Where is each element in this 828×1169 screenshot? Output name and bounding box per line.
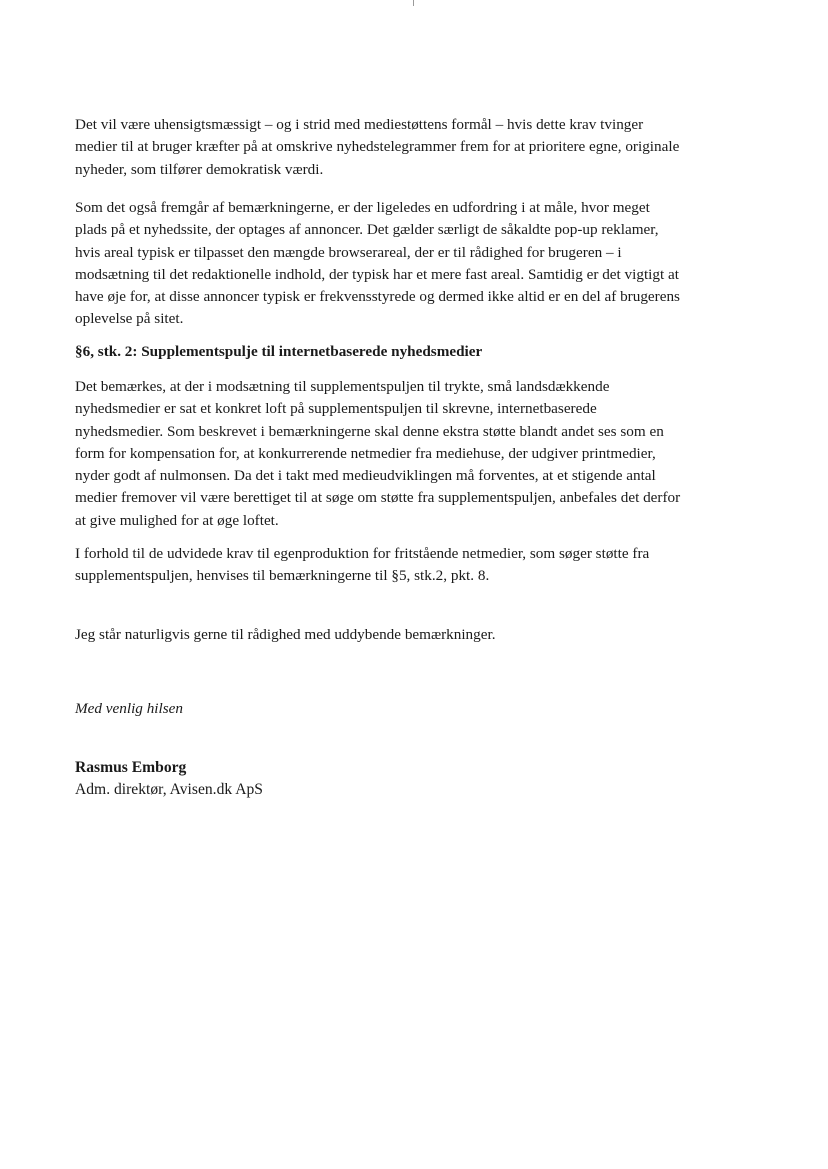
paragraph-annonce-areal (75, 197, 743, 331)
text-line: Det vil være uhensigtsmæssigt – og i strid med mediestøttens formål – hvis dette krav tvinger (75, 116, 644, 133)
signature-block (75, 757, 743, 802)
text-line: modsætning til det redaktionelle indhold, der typisk har et mere fast areal. Samtidig er det vigtigt at (75, 265, 679, 283)
text-line: supplementspuljen, henvises til bemærkningerne til §5, stk.2, pkt. 8. (75, 567, 490, 585)
text-line: I forhold til de udvidede krav til egenproduktion for fritstående netmedier, som søger støtte fra (75, 545, 650, 562)
text-line: Som det også fremgår af bemærkningerne, er der ligeledes en udfordring i at måle, hvor meget (75, 199, 650, 216)
signer-title: Adm. direktør, Avisen.dk ApS (75, 781, 263, 799)
text-line: at give mulighed for at øge loftet. (75, 511, 279, 529)
text-line: medier til at bruger kræfter på at omskrive nyhedstelegrammer frem for at prioritere egne, originale (75, 138, 680, 156)
signer-name: Rasmus Emborg (75, 759, 187, 776)
text-line: nyhedsmedier. Som beskrevet i bemærkningerne skal denne ekstra støtte blandt andet ses som en (75, 422, 664, 440)
text-line: Jeg står naturligvis gerne til rådighed med uddybende bemærkninger. (75, 626, 496, 643)
closing-salutation (75, 698, 743, 720)
closing-text: Med venlig hilsen (75, 700, 183, 717)
paragraph-raadighed (75, 624, 743, 646)
page-top-mark (413, 0, 414, 6)
text-line: form for kompensation for, at konkurrerende netmedier fra mediehuse, der udgiver printmedier, (75, 444, 656, 462)
paragraph-supplementspulje (75, 376, 743, 532)
text-line: nyder godt af nulmonsen. Da det i takt med medieudviklingen må forventes, at et stigende antal (75, 467, 656, 485)
heading-text: §6, stk. 2: Supplementspulje til internetbaserede nyhedsmedier (75, 343, 483, 360)
text-line: have øje for, at disse annoncer typisk er frekvensstyrede og dermed ikke altid er en del af brugerens (75, 288, 680, 306)
paragraph-egenproduktion (75, 543, 743, 588)
text-line: medier fremover vil være berettiget til at søge om støtte fra supplementspuljen, anbefales det derfor (75, 489, 681, 507)
text-line: plads på et nyhedssite, der optages af annoncer. Det gælder særligt de såkaldte pop-up reklamer, (75, 221, 659, 239)
text-line: nyheder, som tilfører demokratisk værdi. (75, 160, 324, 178)
paragraph-uhensigtsmaessigt (75, 114, 743, 181)
text-line: nyhedsmedier er sat et konkret loft på supplementspuljen til skrevne, internetbaserede (75, 400, 597, 418)
section-heading (75, 341, 743, 363)
text-line: Det bemærkes, at der i modsætning til supplementspuljen til trykte, små landsdækkende (75, 378, 610, 395)
text-line: hvis areal typisk er tilpasset den mængde browserareal, der er til rådighed for brugeren – i (75, 243, 622, 261)
text-line: oplevelse på sitet. (75, 310, 184, 328)
